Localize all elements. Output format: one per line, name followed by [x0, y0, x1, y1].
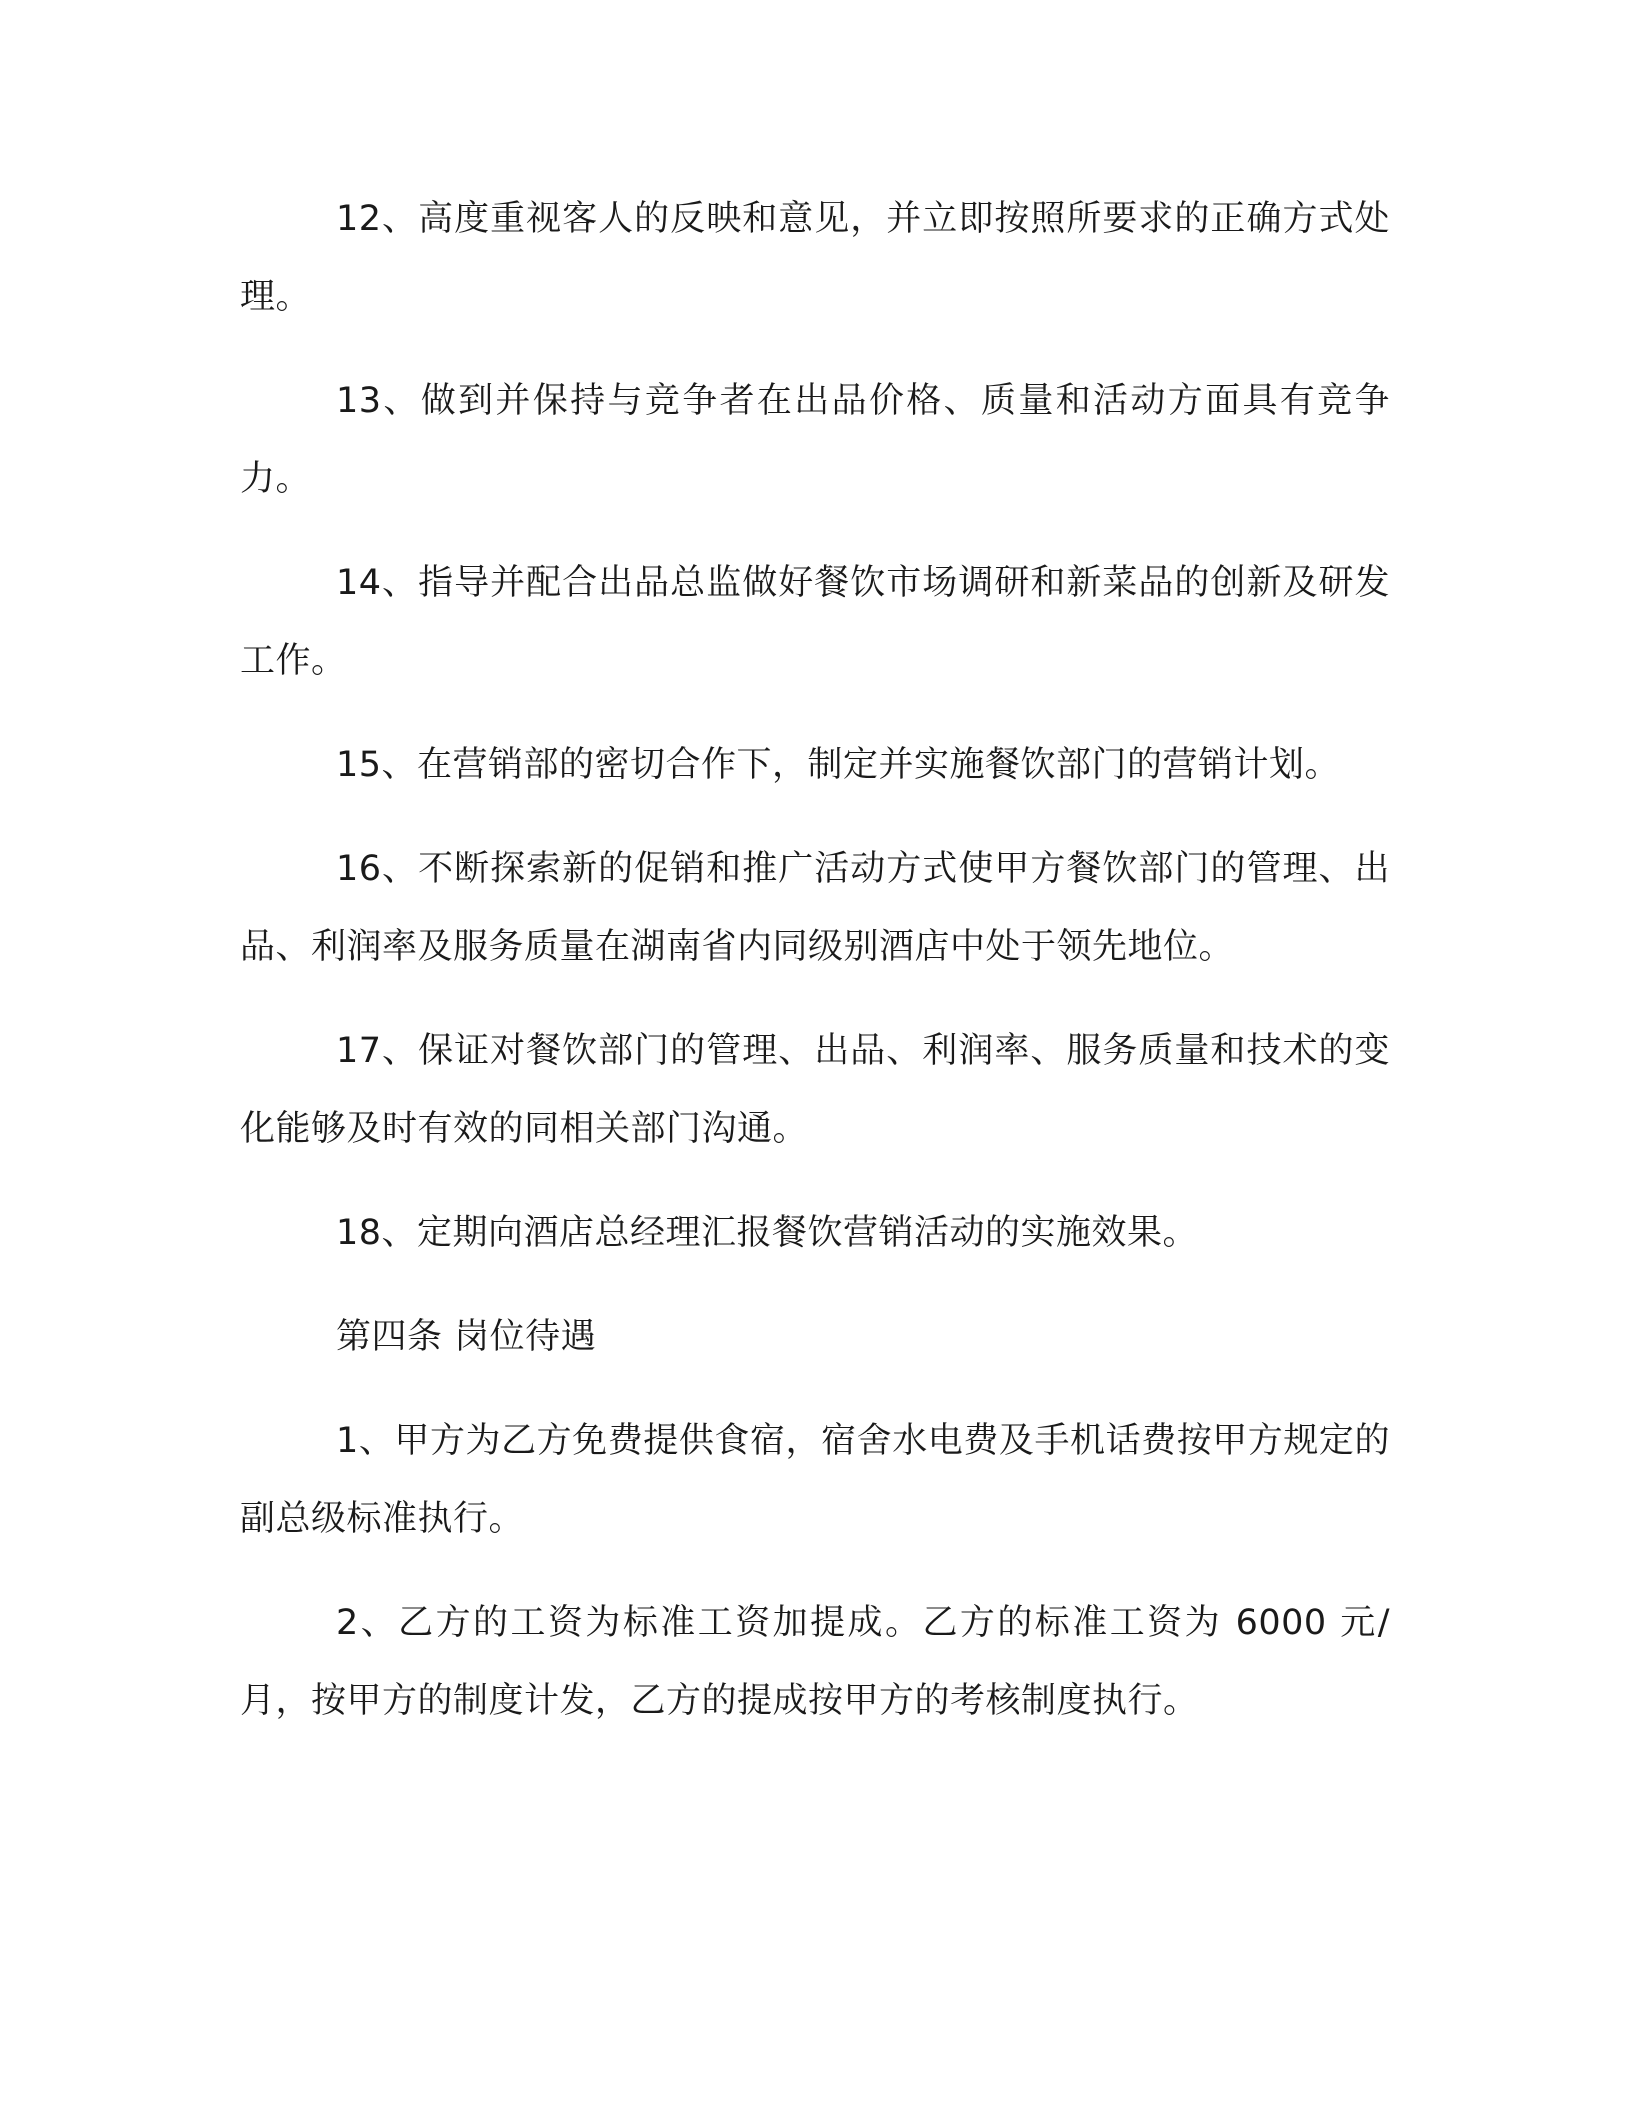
paragraph-item-16: 16、不断探索新的促销和推广活动方式使甲方餐饮部门的管理、出品、利润率及服务质量在湖南省内同级别酒店中处于领先地位。: [240, 849, 1390, 967]
paragraph-item-14: 14、指导并配合出品总监做好餐饮市场调研和新菜品的创新及研发工作。: [240, 563, 1390, 681]
paragraph-item-15: 15、在营销部的密切合作下，制定并实施餐饮部门的营销计划。: [336, 745, 1341, 785]
benefit-item-2: 2、乙方的工资为标准工资加提成。乙方的标准工资为 6000 元/月，按甲方的制度计发，乙方的提成按甲方的考核制度执行。: [240, 1603, 1390, 1721]
section-heading: 第四条 岗位待遇: [336, 1317, 597, 1357]
benefit-item-1: 1、甲方为乙方免费提供食宿，宿舍水电费及手机话费按甲方规定的副总级标准执行。: [240, 1421, 1390, 1539]
paragraph-item-17: 17、保证对餐饮部门的管理、出品、利润率、服务质量和技术的变化能够及时有效的同相关部门沟通。: [240, 1031, 1390, 1149]
paragraph-item-18: 18、定期向酒店总经理汇报餐饮营销活动的实施效果。: [336, 1213, 1199, 1253]
paragraph-item-12: 12、高度重视客人的反映和意见，并立即按照所要求的正确方式处理。: [240, 199, 1390, 317]
paragraph-item-13: 13、做到并保持与竞争者在出品价格、质量和活动方面具有竞争力。: [240, 381, 1390, 499]
document-page: [240, 180, 1390, 1740]
